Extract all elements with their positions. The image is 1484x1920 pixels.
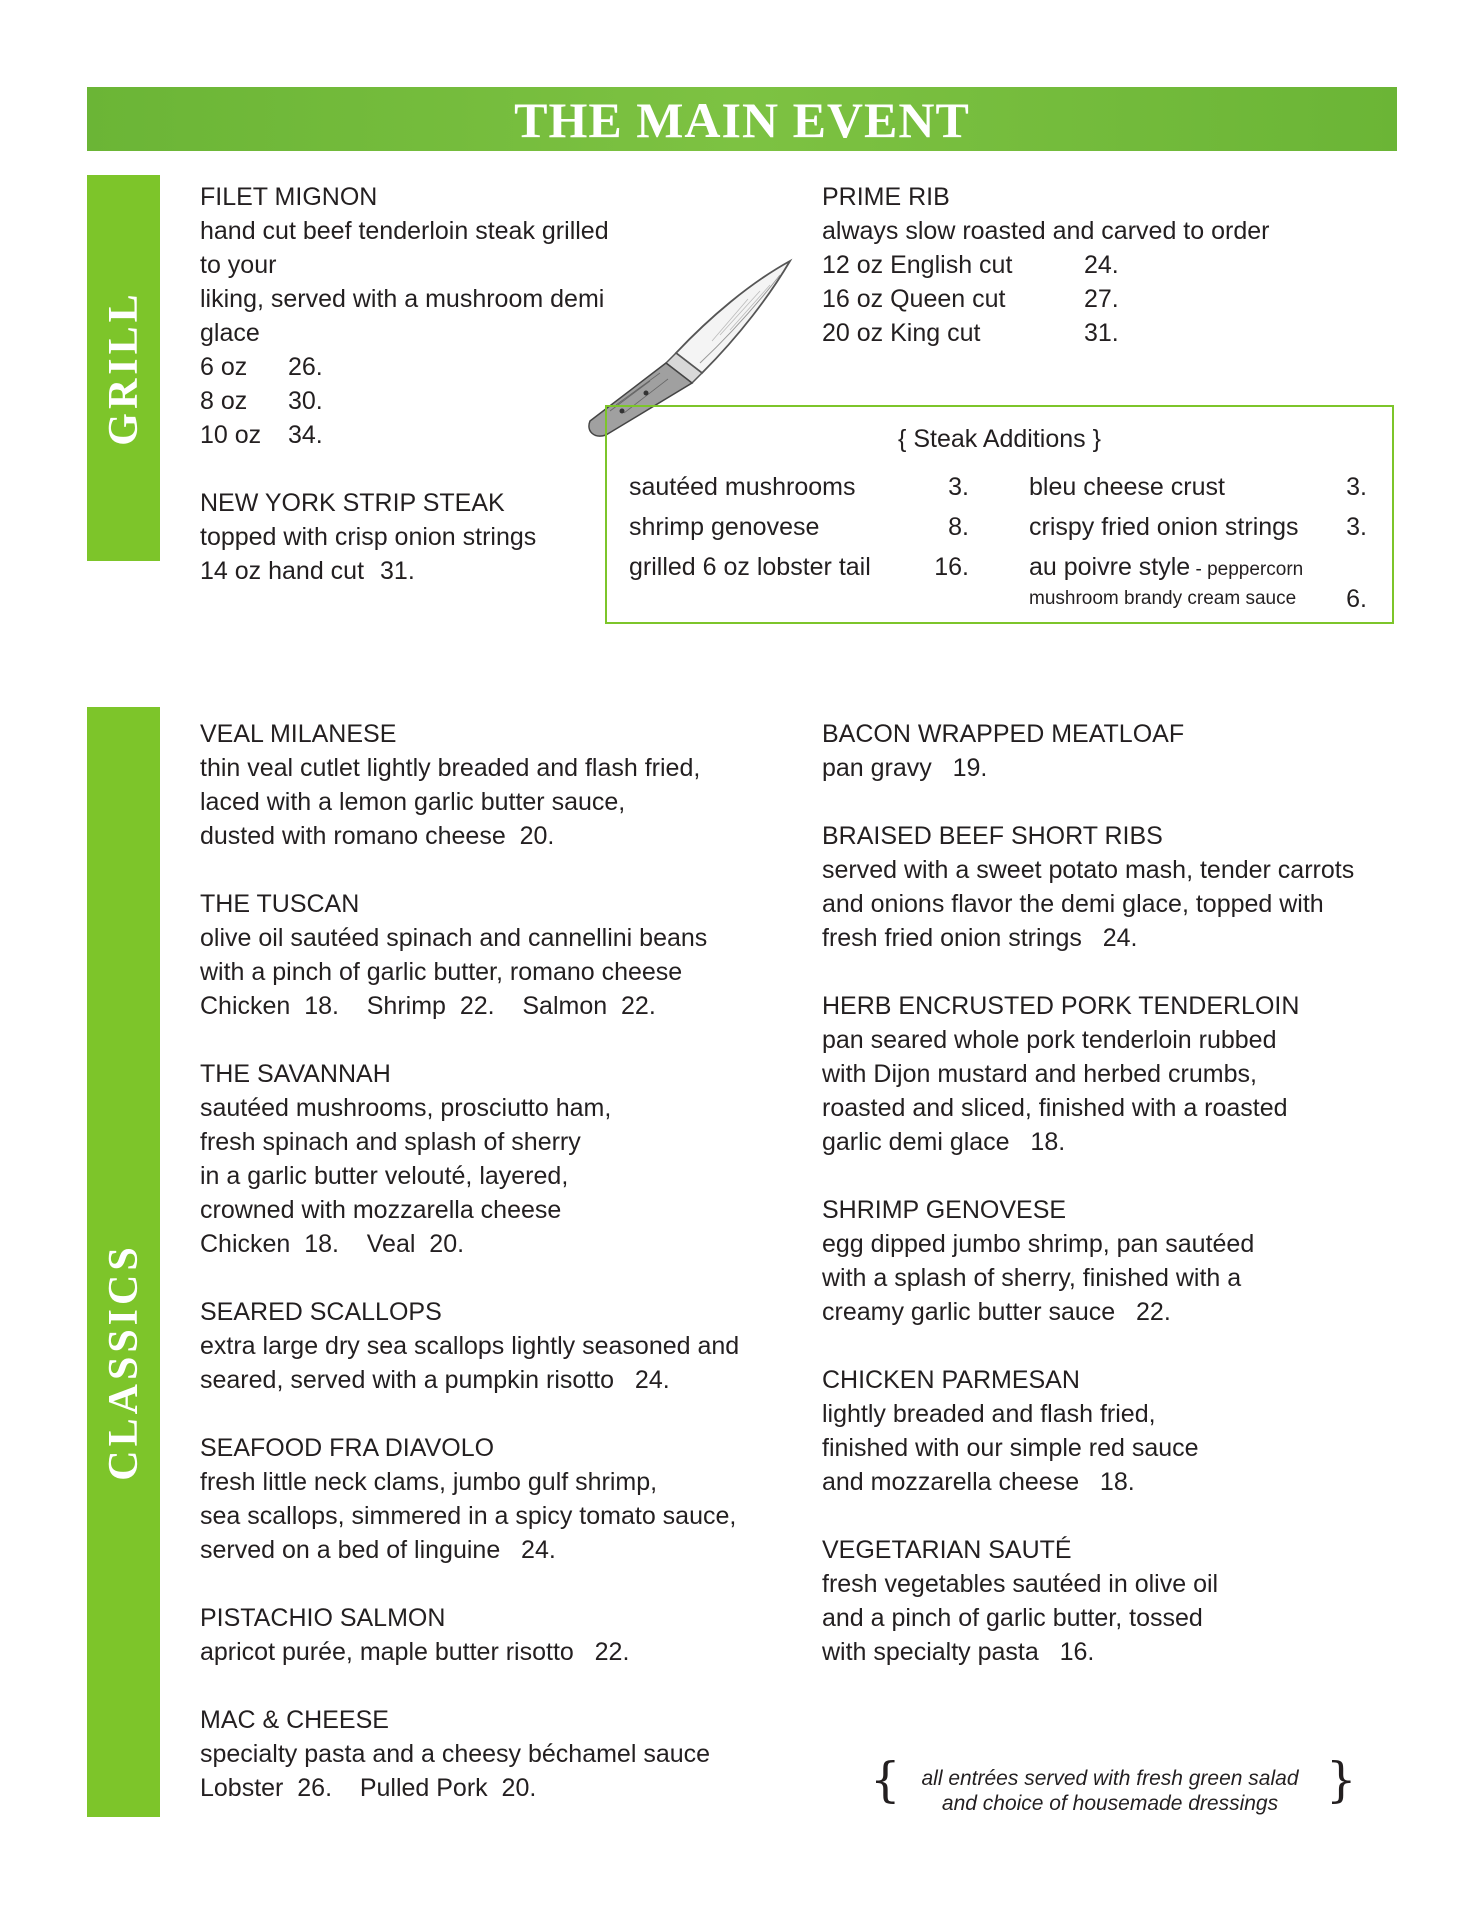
classics-section-bar — [87, 707, 160, 1817]
item-desc: hand cut beef tenderloin steak grilled to your — [200, 217, 609, 279]
addition-desc: mushroom brandy cream sauce — [1029, 588, 1297, 609]
item-desc: crowned with mozzarella cheese — [200, 1196, 562, 1224]
price-row — [200, 384, 620, 418]
additions-right-list — [1029, 467, 1367, 612]
item-desc: extra large dry sea scallops lightly seasoned and — [200, 1332, 740, 1360]
item-desc: lightly breaded and flash fried, — [822, 1400, 1156, 1428]
steak-additions-title: { Steak Additions } — [898, 425, 1101, 453]
menu-item — [200, 1295, 800, 1397]
item-name: THE SAVANNAH — [200, 1060, 391, 1088]
size-label: 8 oz — [200, 387, 248, 415]
item-name: SEARED SCALLOPS — [200, 1298, 442, 1326]
item-name: PRIME RIB — [822, 183, 950, 211]
item-desc: Lobster 26. Pulled Pork 20. — [200, 1774, 537, 1802]
addition-name: au poivre style — [1029, 553, 1191, 581]
menu-item — [200, 1057, 800, 1261]
item-desc: laced with a lemon garlic butter sauce, — [200, 788, 626, 816]
additions-left-list — [629, 467, 969, 587]
item-name: FILET MIGNON — [200, 183, 378, 211]
item-desc: creamy garlic butter sauce 22. — [822, 1298, 1171, 1326]
item-desc: sea scallops, simmered in a spicy tomato sauce, — [200, 1502, 737, 1530]
prime-rib-item — [822, 180, 1382, 350]
item-name: VEGETARIAN SAUTÉ — [822, 1536, 1072, 1564]
addition-name: grilled 6 oz lobster tail — [629, 553, 871, 581]
price-row — [200, 350, 620, 384]
page-title: THE MAIN EVENT — [514, 92, 970, 148]
price: 34. — [288, 421, 323, 449]
grill-left-column — [200, 180, 620, 622]
addition-row — [1029, 507, 1367, 547]
size-label: 12 oz English cut — [822, 251, 1013, 279]
addition-name: shrimp genovese — [629, 513, 820, 541]
size-label: 10 oz — [200, 421, 262, 449]
addition-price: 8. — [948, 513, 969, 541]
left-brace-icon: { — [870, 1752, 901, 1808]
size-label: 6 oz — [200, 353, 248, 381]
menu-item — [822, 717, 1392, 785]
item-desc: egg dipped jumbo shrimp, pan sautéed — [822, 1230, 1255, 1258]
size-label: 20 oz King cut — [822, 319, 981, 347]
item-desc: apricot purée, maple butter risotto 22. — [200, 1638, 630, 1666]
item-desc: Chicken 18. Veal 20. — [200, 1230, 465, 1258]
item-desc: and mozzarella cheese 18. — [822, 1468, 1135, 1496]
item-desc: fresh vegetables sautéed in olive oil — [822, 1570, 1219, 1598]
menu-item — [200, 1431, 800, 1567]
item-name: SHRIMP GENOVESE — [822, 1196, 1067, 1224]
item-desc: topped with crisp onion strings — [200, 523, 537, 551]
addition-price: 3. — [1346, 513, 1367, 541]
item-name: PISTACHIO SALMON — [200, 1604, 446, 1632]
classics-left-column — [200, 717, 800, 1839]
entrees-note — [895, 1766, 1325, 1816]
addition-price: 6. — [1346, 585, 1367, 613]
addition-name: sautéed mushrooms — [629, 473, 856, 501]
addition-price: 16. — [934, 553, 969, 581]
item-desc: and onions flavor the demi glace, topped with — [822, 890, 1324, 918]
item-desc: dusted with romano cheese 20. — [200, 822, 555, 850]
item-name: SEAFOOD FRA DIAVOLO — [200, 1434, 495, 1462]
note-line: all entrées served with fresh green salad — [921, 1767, 1299, 1790]
ny-strip-item — [200, 486, 620, 588]
menu-item — [822, 819, 1392, 955]
addition-price: 3. — [948, 473, 969, 501]
grill-section-label: GRILL — [100, 290, 147, 446]
item-name: HERB ENCRUSTED PORK TENDERLOIN — [822, 992, 1300, 1020]
right-brace-icon: } — [1326, 1752, 1357, 1808]
item-desc: with a splash of sherry, finished with a — [822, 1264, 1242, 1292]
menu-item — [822, 1533, 1392, 1669]
price: 24. — [1084, 251, 1119, 279]
item-desc: roasted and sliced, finished with a roasted — [822, 1094, 1288, 1122]
price: 31. — [1084, 319, 1119, 347]
addition-row — [629, 547, 969, 587]
price-row — [200, 418, 620, 452]
addition-name: bleu cheese crust — [1029, 473, 1225, 501]
item-name: VEAL MILANESE — [200, 720, 397, 748]
item-desc: specialty pasta and a cheesy béchamel sauce — [200, 1740, 711, 1768]
item-desc: seared, served with a pumpkin risotto 24. — [200, 1366, 670, 1394]
menu-item — [200, 1703, 800, 1805]
addition-desc: - peppercorn — [1190, 559, 1304, 580]
note-line: and choice of housemade dressings — [941, 1792, 1279, 1815]
item-desc: and a pinch of garlic butter, tossed — [822, 1604, 1203, 1632]
addition-name: crispy fried onion strings — [1029, 513, 1299, 541]
price: 31. — [380, 557, 415, 585]
item-desc: finished with our simple red sauce — [822, 1434, 1199, 1462]
price: 26. — [288, 353, 323, 381]
menu-item — [200, 887, 800, 1023]
item-name: BACON WRAPPED MEATLOAF — [822, 720, 1185, 748]
item-desc: fresh fried onion strings 24. — [822, 924, 1138, 952]
item-desc: liking, served with a mushroom demi glace — [200, 285, 605, 347]
item-name: BRAISED BEEF SHORT RIBS — [822, 822, 1163, 850]
item-desc: always slow roasted and carved to order — [822, 217, 1270, 245]
item-desc: served with a sweet potato mash, tender carrots — [822, 856, 1355, 884]
item-desc: with a pinch of garlic butter, romano cheese — [200, 958, 683, 986]
item-desc: served on a bed of linguine 24. — [200, 1536, 556, 1564]
item-desc: with specialty pasta 16. — [822, 1638, 1095, 1666]
item-desc: garlic demi glace 18. — [822, 1128, 1066, 1156]
addition-row — [629, 507, 969, 547]
price-row — [822, 316, 1382, 350]
item-desc: fresh spinach and splash of sherry — [200, 1128, 581, 1156]
price: 30. — [288, 387, 323, 415]
header-banner — [87, 87, 1397, 151]
item-name: THE TUSCAN — [200, 890, 360, 918]
size-label: 14 oz hand cut — [200, 557, 365, 585]
item-name: NEW YORK STRIP STEAK — [200, 489, 505, 517]
price-row — [822, 248, 1382, 282]
filet-mignon-item — [200, 180, 620, 452]
size-label: 16 oz Queen cut — [822, 285, 1006, 313]
item-desc: Chicken 18. Shrimp 22. Salmon 22. — [200, 992, 656, 1020]
addition-row — [1029, 547, 1367, 612]
classics-right-column — [822, 717, 1392, 1703]
item-name: CHICKEN PARMESAN — [822, 1366, 1080, 1394]
classics-section-label: CLASSICS — [100, 1243, 147, 1481]
item-desc: in a garlic butter velouté, layered, — [200, 1162, 569, 1190]
addition-row — [629, 467, 969, 507]
menu-item — [200, 1601, 800, 1669]
item-desc: olive oil sautéed spinach and cannellini beans — [200, 924, 708, 952]
menu-item — [822, 1363, 1392, 1499]
menu-item — [822, 989, 1392, 1159]
price-row — [200, 554, 620, 588]
item-desc: pan gravy 19. — [822, 754, 988, 782]
grill-section-bar — [87, 175, 160, 561]
menu-item — [822, 1193, 1392, 1329]
item-desc: with Dijon mustard and herbed crumbs, — [822, 1060, 1257, 1088]
item-desc: thin veal cutlet lightly breaded and flash fried, — [200, 754, 701, 782]
item-desc: pan seared whole pork tenderloin rubbed — [822, 1026, 1277, 1054]
item-desc: fresh little neck clams, jumbo gulf shrimp, — [200, 1468, 658, 1496]
menu-item — [200, 717, 800, 853]
steak-additions-box — [605, 405, 1394, 624]
price: 27. — [1084, 285, 1119, 313]
price-row — [822, 282, 1382, 316]
grill-right-column — [822, 180, 1382, 384]
addition-row — [1029, 467, 1367, 507]
item-desc: sautéed mushrooms, prosciutto ham, — [200, 1094, 612, 1122]
item-name: MAC & CHEESE — [200, 1706, 389, 1734]
addition-price: 3. — [1346, 473, 1367, 501]
